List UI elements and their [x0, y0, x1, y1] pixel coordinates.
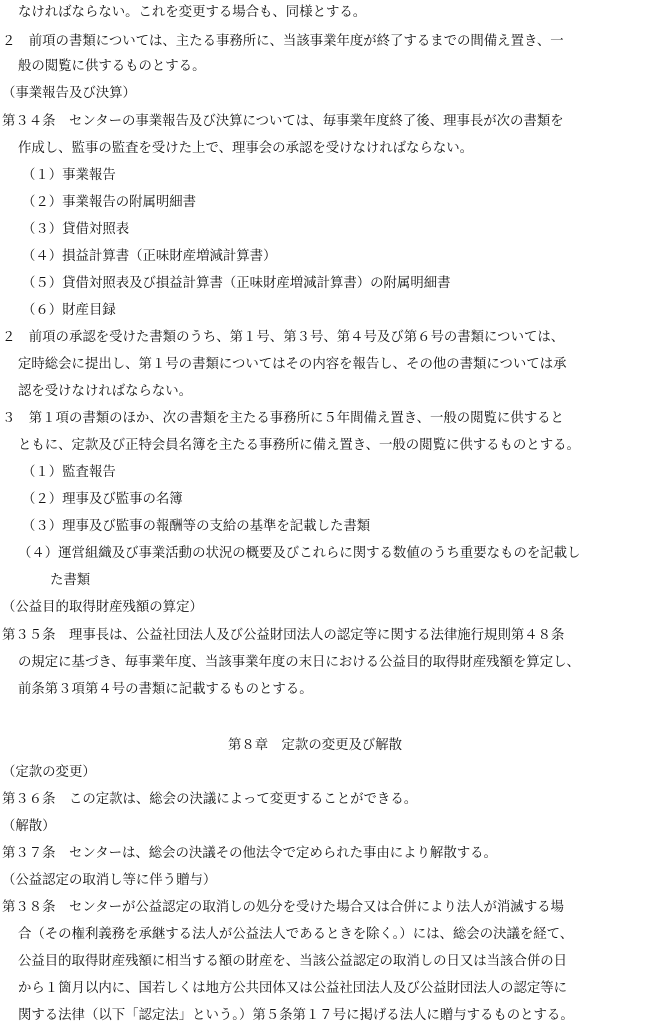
text-line: ともに、定款及び正特会員名簿を主たる事務所に備え置き、一般の閲覧に供するものとする。 — [18, 438, 580, 453]
list-item: （４）損益計算書（正味財産増減計算書） — [22, 249, 277, 264]
section-heading: （事業報告及び決算） — [2, 86, 136, 101]
text-line: 関する法律（以下「認定法」という。）第５条第１７号に掲げる法人に贈与するものとする。 — [18, 1008, 574, 1023]
list-item: （１）事業報告 — [22, 168, 116, 183]
section-heading: （定款の変更） — [2, 765, 96, 780]
list-item: （４）運営組織及び事業活動の状況の概要及びこれらに関する数値のうち重要なものを記載し — [18, 546, 581, 561]
list-item: （１）監査報告 — [22, 465, 116, 480]
text-line: から１箇月以内に、国若しくは地方公共団体又は公益社団法人及び公益財団法人の認定等に — [18, 981, 568, 996]
text-line: た書類 — [50, 573, 91, 588]
text-line: の規定に基づき、毎事業年度、当該事業年度の末日における公益目的取得財産残額を算定し、 — [18, 655, 580, 670]
text-line: 認を受けなければならない。 — [18, 384, 193, 399]
section-heading: （解散） — [2, 819, 56, 834]
list-item: （２）理事及び監事の名簿 — [22, 492, 183, 507]
section-heading: （公益目的取得財産残額の算定） — [2, 600, 203, 615]
list-item: （５）貸借対照表及び損益計算書（正味財産増減計算書）の附属明細書 — [22, 276, 451, 291]
text-line: 前条第３項第４号の書類に記載するものとする。 — [18, 682, 313, 697]
paragraph-start: ３ 第１項の書類のほか、次の書類を主たる事務所に５年間備え置き、一般の閲覧に供すると — [2, 411, 564, 426]
list-item: （３）貸借対照表 — [22, 222, 130, 237]
text-line: 合（その権利義務を承継する法人が公益法人であるときを除く。）には、総会の決議を経て、 — [18, 927, 574, 942]
paragraph-start: ２ 前項の承認を受けた書類のうち、第１号、第３号、第４号及び第６号の書類については、 — [2, 330, 565, 345]
paragraph-start: ２ 前項の書類については、主たる事務所に、当該事業年度が終了するまでの間備え置き、一 — [2, 34, 564, 49]
article-36: 第３６条 この定款は、総会の決議によって変更することができる。 — [2, 792, 418, 807]
chapter-heading: 第８章 定款の変更及び解散 — [228, 738, 403, 753]
text-line: 公益目的取得財産残額に相当する額の財産を、当該公益認定の取消しの日又は当該合併の日 — [18, 954, 568, 969]
list-item: （２）事業報告の附属明細書 — [22, 195, 197, 210]
text-line: 作成し、監事の監査を受けた上で、理事会の承認を受けなければならない。 — [18, 141, 474, 156]
article-38-start: 第３８条 センターが公益認定の取消しの処分を受けた場合又は合併により法人が消滅する場 — [2, 900, 564, 915]
text-line: 定時総会に提出し、第１号の書類についてはその内容を報告し、その他の書類については承 — [18, 357, 567, 372]
list-item: （６）財産目録 — [22, 303, 116, 318]
text-line: なければならない。これを変更する場合も、同様とする。 — [18, 5, 367, 20]
text-line: 般の閲覧に供するものとする。 — [18, 59, 206, 74]
article-34-start: 第３４条 センターの事業報告及び決算については、毎事業年度終了後、理事長が次の書類を — [2, 114, 564, 129]
article-37: 第３７条 センターは、総会の決議その他法令で定められた事由により解散する。 — [2, 846, 497, 861]
list-item: （３）理事及び監事の報酬等の支給の基準を記載した書類 — [22, 519, 371, 534]
section-heading: （公益認定の取消し等に伴う贈与） — [2, 873, 217, 888]
article-35-start: 第３５条 理事長は、公益社団法人及び公益財団法人の認定等に関する法律施行規則第４８条 — [2, 628, 565, 643]
